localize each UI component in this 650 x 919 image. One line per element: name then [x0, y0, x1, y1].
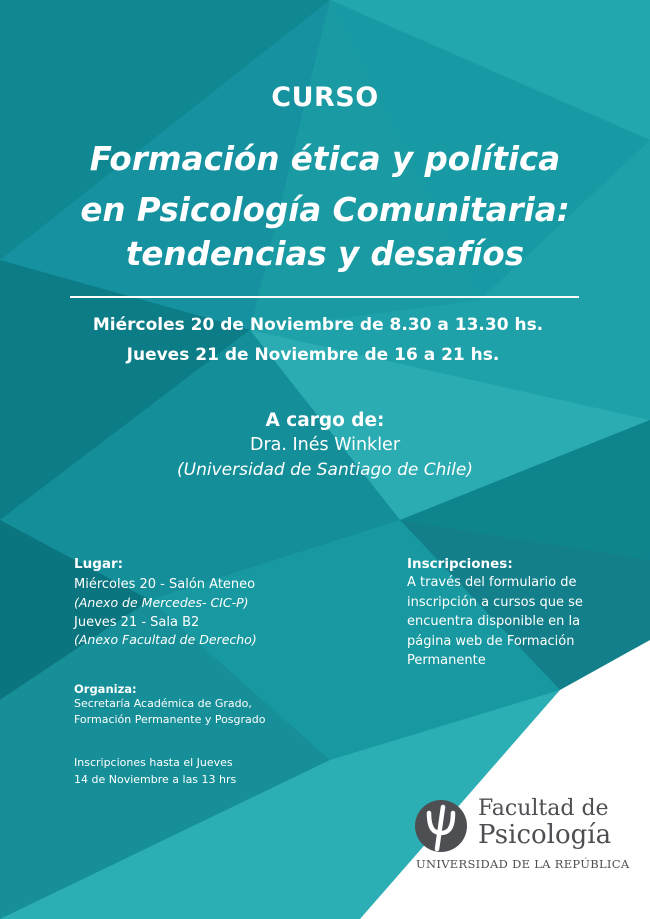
course-kicker: CURSO [271, 82, 379, 113]
organiza-line: Secretaría Académica de Grado, [74, 697, 252, 710]
deadline-line: Inscripciones hasta el Jueves [74, 756, 233, 769]
logo-line-2: Psicología [478, 820, 612, 850]
inscripciones-line: A través del formulario de [407, 575, 577, 590]
inscripciones-line: Permanente [407, 653, 486, 668]
instructor-name: Dra. Inés Winkler [249, 435, 401, 455]
lugar-heading: Lugar: [74, 556, 124, 572]
deadline-line: 14 de Noviembre a las 13 hrs [74, 773, 237, 786]
course-title-line-2: en Psicología Comunitaria: [80, 191, 570, 229]
organiza-line: Formación Permanente y Posgrado [74, 713, 266, 726]
inscripciones-line: encuentra disponible en la [407, 614, 581, 629]
inscripciones-heading: Inscripciones: [407, 556, 513, 572]
lugar-line: Jueves 21 - Sala B2 [74, 615, 200, 630]
date-line-2: Jueves 21 de Noviembre de 16 a 21 hs. [126, 345, 500, 365]
lugar-line: (Anexo Facultad de Derecho) [74, 632, 257, 647]
organiza-heading: Organiza: [74, 682, 137, 696]
instructor-heading: A cargo de: [265, 410, 385, 431]
title-divider [70, 296, 579, 298]
lugar-line: Miércoles 20 - Salón Ateneo [74, 577, 256, 592]
date-line-1: Miércoles 20 de Noviembre de 8.30 a 13.30 hs. [92, 315, 544, 335]
course-title-line-1: Formación ética y política [89, 140, 561, 178]
logo-line-1: Facultad de [478, 796, 609, 821]
inscripciones-line: página web de Formación [407, 634, 575, 649]
psi-logo-icon [414, 799, 468, 853]
logo-university: UNIVERSIDAD DE LA REPÚBLICA [416, 857, 630, 871]
instructor-affiliation: (Universidad de Santiago de Chile) [177, 460, 473, 480]
inscripciones-line: inscripción a cursos que se [407, 595, 583, 610]
course-title-line-3: tendencias y desafíos [125, 235, 525, 273]
lugar-line: (Anexo de Mercedes- CIC-P) [74, 595, 249, 610]
